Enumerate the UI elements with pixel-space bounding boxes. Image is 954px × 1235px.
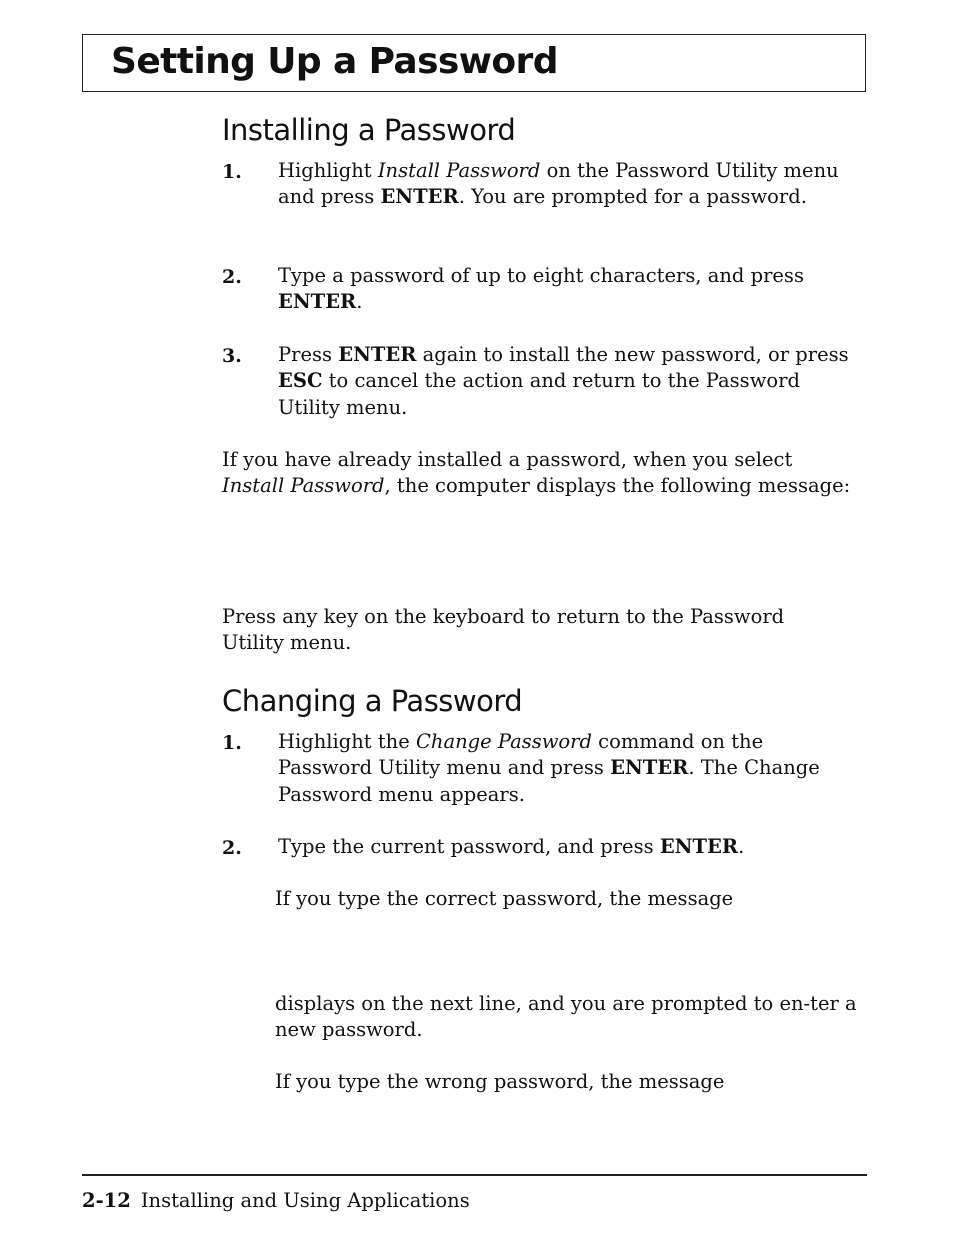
page-footer [82,1188,470,1214]
next-line-text: displays on the next line, and you are prompted to en-ter a new password. [275,992,857,1042]
change-step-2-number: 2. [222,837,242,859]
page-number: 2-12 [82,1189,131,1212]
enter-key: ENTER [659,835,739,858]
install-step-3-text: Press ENTER again to install the new password, or press ESC to cancel the action and return to the Password Utility menu. [278,343,849,419]
page-title: Setting Up a Password [111,41,558,82]
chapter-title: Installing and Using Applications [140,1189,470,1212]
changing-heading: Changing a Password [222,684,523,718]
install-password-term: Install Password [377,159,541,182]
footer-rule [82,1174,867,1176]
enter-key: ENTER [338,343,417,366]
install-step-1-number: 1. [222,161,242,183]
change-password-term: Change Password [415,730,592,753]
esc-key: ESC [278,369,323,393]
enter-key: ENTER [610,756,689,780]
change-step-1-number: 1. [222,732,242,754]
enter-key: ENTER [380,185,459,209]
change-step-1-text: Highlight the Change Password command on the Password Utility menu and press ENTER. The Change Password menu appears. [278,730,820,806]
already-installed-note: If you have already installed a password, when you select Install Password, the computer displays the following message: [222,448,851,498]
install-step-2-number: 2. [222,266,242,288]
install-step-3-number: 3. [222,345,242,367]
install-step-1-text: Highlight Install Password on the Password Utility menu and press ENTER. You are prompted for a password. [278,159,839,209]
install-step-2-text: Type a password of up to eight characters, and press ENTER. [278,264,804,314]
correct-password-text: If you type the correct password, the message [275,887,734,910]
install-password-term: Install Password [222,474,385,498]
change-step-2-text: Type the current password, and press ENTER. [278,835,745,858]
enter-key: ENTER [278,290,357,314]
installing-heading: Installing a Password [222,113,516,147]
page-title-box [82,34,866,92]
wrong-password-text: If you type the wrong password, the message [275,1070,725,1093]
press-any-key-text: Press any key on the keyboard to return to the Password Utility menu. [222,605,785,655]
